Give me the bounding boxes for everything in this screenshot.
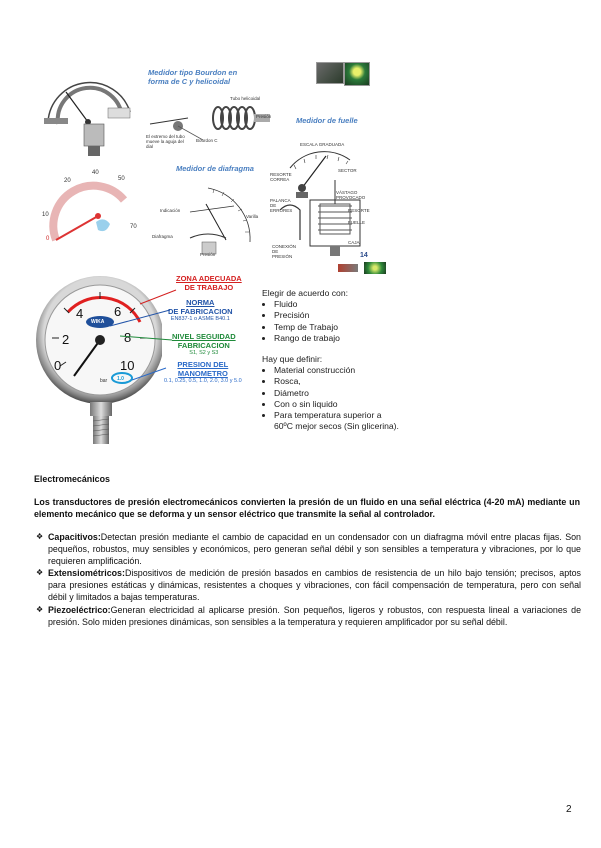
transducer-list [36, 531, 581, 628]
fuelle-label-6: RESORTE [348, 208, 370, 213]
dial-tick-70: 70 [130, 224, 137, 230]
diafragma-label-1: Indicación [160, 208, 181, 213]
photo-strip [338, 264, 358, 272]
choose-item: • Fluido [274, 299, 402, 310]
red-dial-illustration [40, 172, 140, 254]
define-heading: Hay que definir: [262, 354, 323, 365]
norma-sub: DE FABRICACION [168, 307, 233, 316]
bourdon-label-2: Presión [256, 114, 272, 119]
gauge-number-0: 0 [54, 358, 62, 373]
list-item-text: Dispositivos de medición de presión basados en cambios de resistencia de un hilo bajo tensión; precisos, aptos para presiones estáticas y dinámicas, resistentes a choques y vibraciones, con fácil compensación de temperatura, pero con señal débil y limitados a bajas temperaturas. [48, 568, 581, 603]
diafragma-title: Medidor de diafragma [176, 164, 254, 173]
requirements-box [262, 288, 402, 432]
gauge-number-2: 2 [62, 332, 70, 347]
list-item [36, 531, 581, 567]
list-item [36, 604, 581, 628]
list-item-term: Capacitivos: [48, 532, 101, 542]
dial-tick-10: 10 [42, 212, 49, 218]
zona-adecuada-annotation [176, 274, 242, 292]
fuelle-label-3: SECTOR [338, 168, 357, 173]
list-item-text: Detectan presión mediante el cambio de capacidad en un condensador con un diafragma móvil entre placas fijas. Son pequeños, robustos, muy sensibles y económicos, pero generan señal débil y son sensibles a temperatura y vibraciones, por lo que requieren amplificación. [48, 532, 581, 567]
list-item-text: Generan electricidad al aplicarse presión. Son pequeños, ligeros y robustos, con respuesta lineal a variaciones de presión. Solo miden presiones dinámicas, son sensibles a la temperatura y requieren amplificador por su señal débil. [48, 604, 581, 627]
fuelle-label-2: RESORTE CORREA [270, 172, 292, 182]
diafragma-label-3: Diafragma [152, 234, 173, 239]
nivel-sub: FABRICACION [177, 341, 230, 350]
define-item: • Rosca, [274, 376, 402, 387]
fuelle-title: Medidor de fuelle [296, 116, 358, 125]
nivel-seguridad-annotation [172, 332, 236, 356]
define-item: • Diámetro [274, 388, 402, 399]
define-item: • Para temperatura superior a 60ºC mejor secos (Sin glicerina). [274, 410, 402, 432]
diafragma-label-4: Presión [200, 252, 216, 257]
choose-list [262, 299, 402, 344]
nivel-title: NIVEL SEGUIDAD [172, 332, 236, 341]
dial-tick-40: 40 [92, 170, 99, 176]
fuelle-label-1: ESCALA GRADUADA [300, 142, 345, 147]
diafragma-diagram [150, 182, 268, 258]
annotation-leaders [100, 280, 180, 390]
gauge-number-4: 4 [76, 306, 84, 321]
norma-title: NORMA [186, 298, 215, 307]
precision-detail: 0.1, 0.25, 0.5, 1.0, 2.0, 3.0 y 5.0 [164, 378, 242, 384]
zona-title: ZONA ADECUADA [176, 274, 242, 283]
fuelle-label-7: FUELLE [348, 220, 366, 225]
choose-item: • Precisión [274, 310, 402, 321]
choose-heading: Elegir de acuerdo con: [262, 288, 348, 298]
gauge-number-6: 6 [114, 304, 122, 319]
nivel-detail: S1, S2 y S3 [189, 350, 219, 356]
intro-paragraph: Los transductores de presión electromecánicos convierten la presión de un fluido en una señal eléctrica (4-20 mA) mediante un elemento mecánico que se deforma y un sensor eléctrico que transmite la señal al controlador. [34, 497, 580, 520]
bourdon-label-3: El extremo del tubo mueve la aguja del dial [146, 134, 185, 149]
diamond-bullet-icon: ❖ [36, 604, 44, 614]
diamond-bullet-icon: ❖ [36, 568, 44, 578]
choose-item: • Temp de Trabajo [274, 322, 402, 333]
section-title: Electromecánicos [34, 474, 110, 484]
fuelle-label-4: PALANCA DE ERRORES [270, 198, 293, 213]
fuelle-label-8: CAJA [348, 240, 360, 245]
gauge-number-8: 8 [124, 330, 132, 345]
bourdon-title: Medidor tipo Bourdon en forma de C y helicoidal [148, 68, 238, 86]
gauge-unit: bar [100, 378, 108, 384]
list-item [36, 567, 581, 603]
dial-tick-0: 0 [46, 236, 50, 242]
zona-sub: DE TRABAJO [184, 283, 234, 292]
list-item-term: Extensiométricos: [48, 568, 125, 579]
bourdon-label-1: Tubo helicoidal [230, 96, 261, 101]
define-item: • Con o sin liquido [274, 399, 402, 410]
dial-tick-50: 50 [118, 176, 125, 182]
bourdon-gauge-illustration [38, 62, 136, 158]
gauge-number-10: 10 [120, 358, 135, 373]
badge-number: 14 [360, 252, 368, 259]
choose-item: • Rango de trabajo [274, 333, 402, 344]
list-item-term: Piezoeléctrico: [48, 604, 111, 615]
thumbnail-photo-3 [364, 262, 386, 274]
gauge-brand: WIKA [91, 319, 105, 325]
dial-tick-20: 20 [64, 178, 71, 184]
diamond-bullet-icon: ❖ [36, 532, 44, 541]
fuelle-label-5: VÁSTAGO PROVOCADO [336, 190, 366, 200]
diafragma-label-2: Varilla [246, 214, 259, 219]
fuelle-label-9: CONEXIÓN DE PRESIÓN [272, 244, 297, 259]
bourdon-label-4: Bourdon C [196, 138, 218, 143]
precision-title: PRESION DEL [177, 360, 229, 369]
define-item: • Material construcción [274, 365, 402, 376]
gauge-class: 1.0 [117, 376, 124, 382]
page-number: 2 [566, 804, 572, 815]
define-list [262, 365, 402, 432]
norma-detail: EN837-1 o ASME B40.1 [170, 316, 230, 322]
thumbnail-photo-1 [316, 62, 344, 84]
thumbnail-photo-2 [344, 62, 370, 86]
precision-sub: MANOMETRO [177, 369, 228, 378]
